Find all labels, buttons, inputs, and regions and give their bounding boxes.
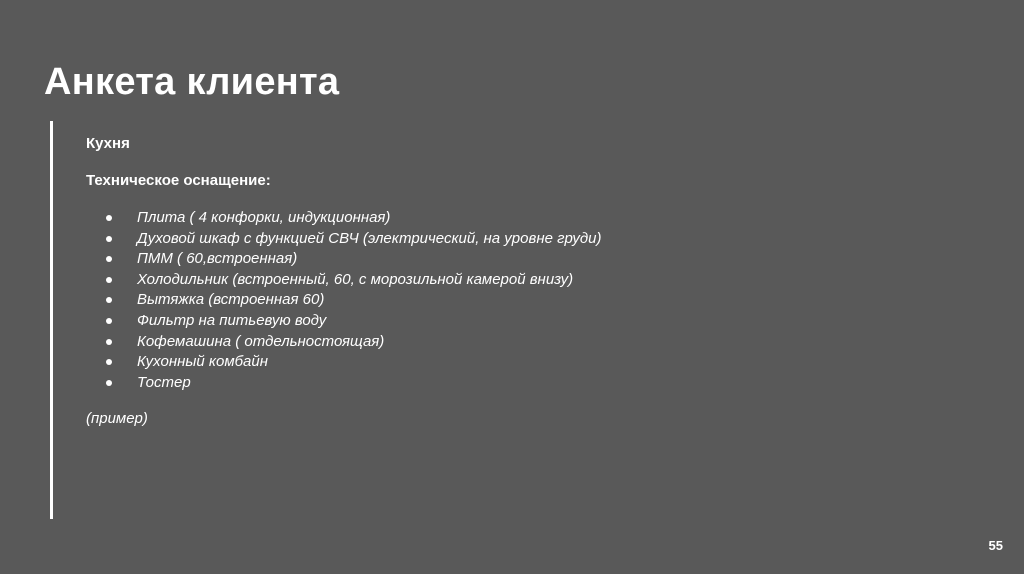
slide-title: Анкета клиента	[44, 61, 340, 103]
list-item	[86, 208, 786, 229]
equipment-list	[86, 208, 786, 393]
bullet-icon	[106, 215, 112, 221]
subsection-title: Техническое оснащение:	[86, 172, 271, 189]
list-item	[86, 352, 786, 373]
list-item-label: Духовой шкаф с функцией СВЧ (электрический, на уровне груди)	[137, 229, 602, 247]
list-item	[86, 373, 786, 394]
list-item	[86, 332, 786, 353]
bullet-icon	[106, 318, 112, 324]
list-item	[86, 270, 786, 291]
bullet-icon	[106, 277, 112, 283]
list-item-label: Плита ( 4 конфорки, индукционная)	[137, 209, 391, 226]
slide-content	[86, 134, 786, 429]
list-item	[86, 290, 786, 311]
list-item-label: ПММ ( 60,встроенная)	[137, 250, 298, 268]
bullet-icon	[106, 297, 112, 303]
section-title: Кухня	[86, 135, 130, 152]
bullet-icon	[106, 339, 112, 345]
list-item-label: Тостер	[137, 373, 191, 391]
list-item-label: Кофемашина ( отдельностоящая)	[137, 332, 385, 350]
bullet-icon	[106, 359, 112, 365]
list-item	[86, 311, 786, 332]
bullet-icon	[106, 380, 112, 386]
list-item	[86, 229, 786, 250]
list-item-label: Фильтр на питьевую воду	[137, 311, 327, 329]
accent-bar	[50, 121, 53, 519]
bullet-icon	[106, 236, 112, 242]
bullet-icon	[106, 256, 112, 262]
list-item-label: Вытяжка (встроенная 60)	[137, 291, 325, 309]
list-item-label: Кухонный комбайн	[137, 353, 268, 371]
list-item-label: Холодильник (встроенный, 60, с морозильной камерой внизу)	[137, 270, 574, 288]
list-item	[86, 249, 786, 270]
example-note: (пример)	[86, 410, 148, 428]
page-number: 55	[988, 538, 1003, 553]
